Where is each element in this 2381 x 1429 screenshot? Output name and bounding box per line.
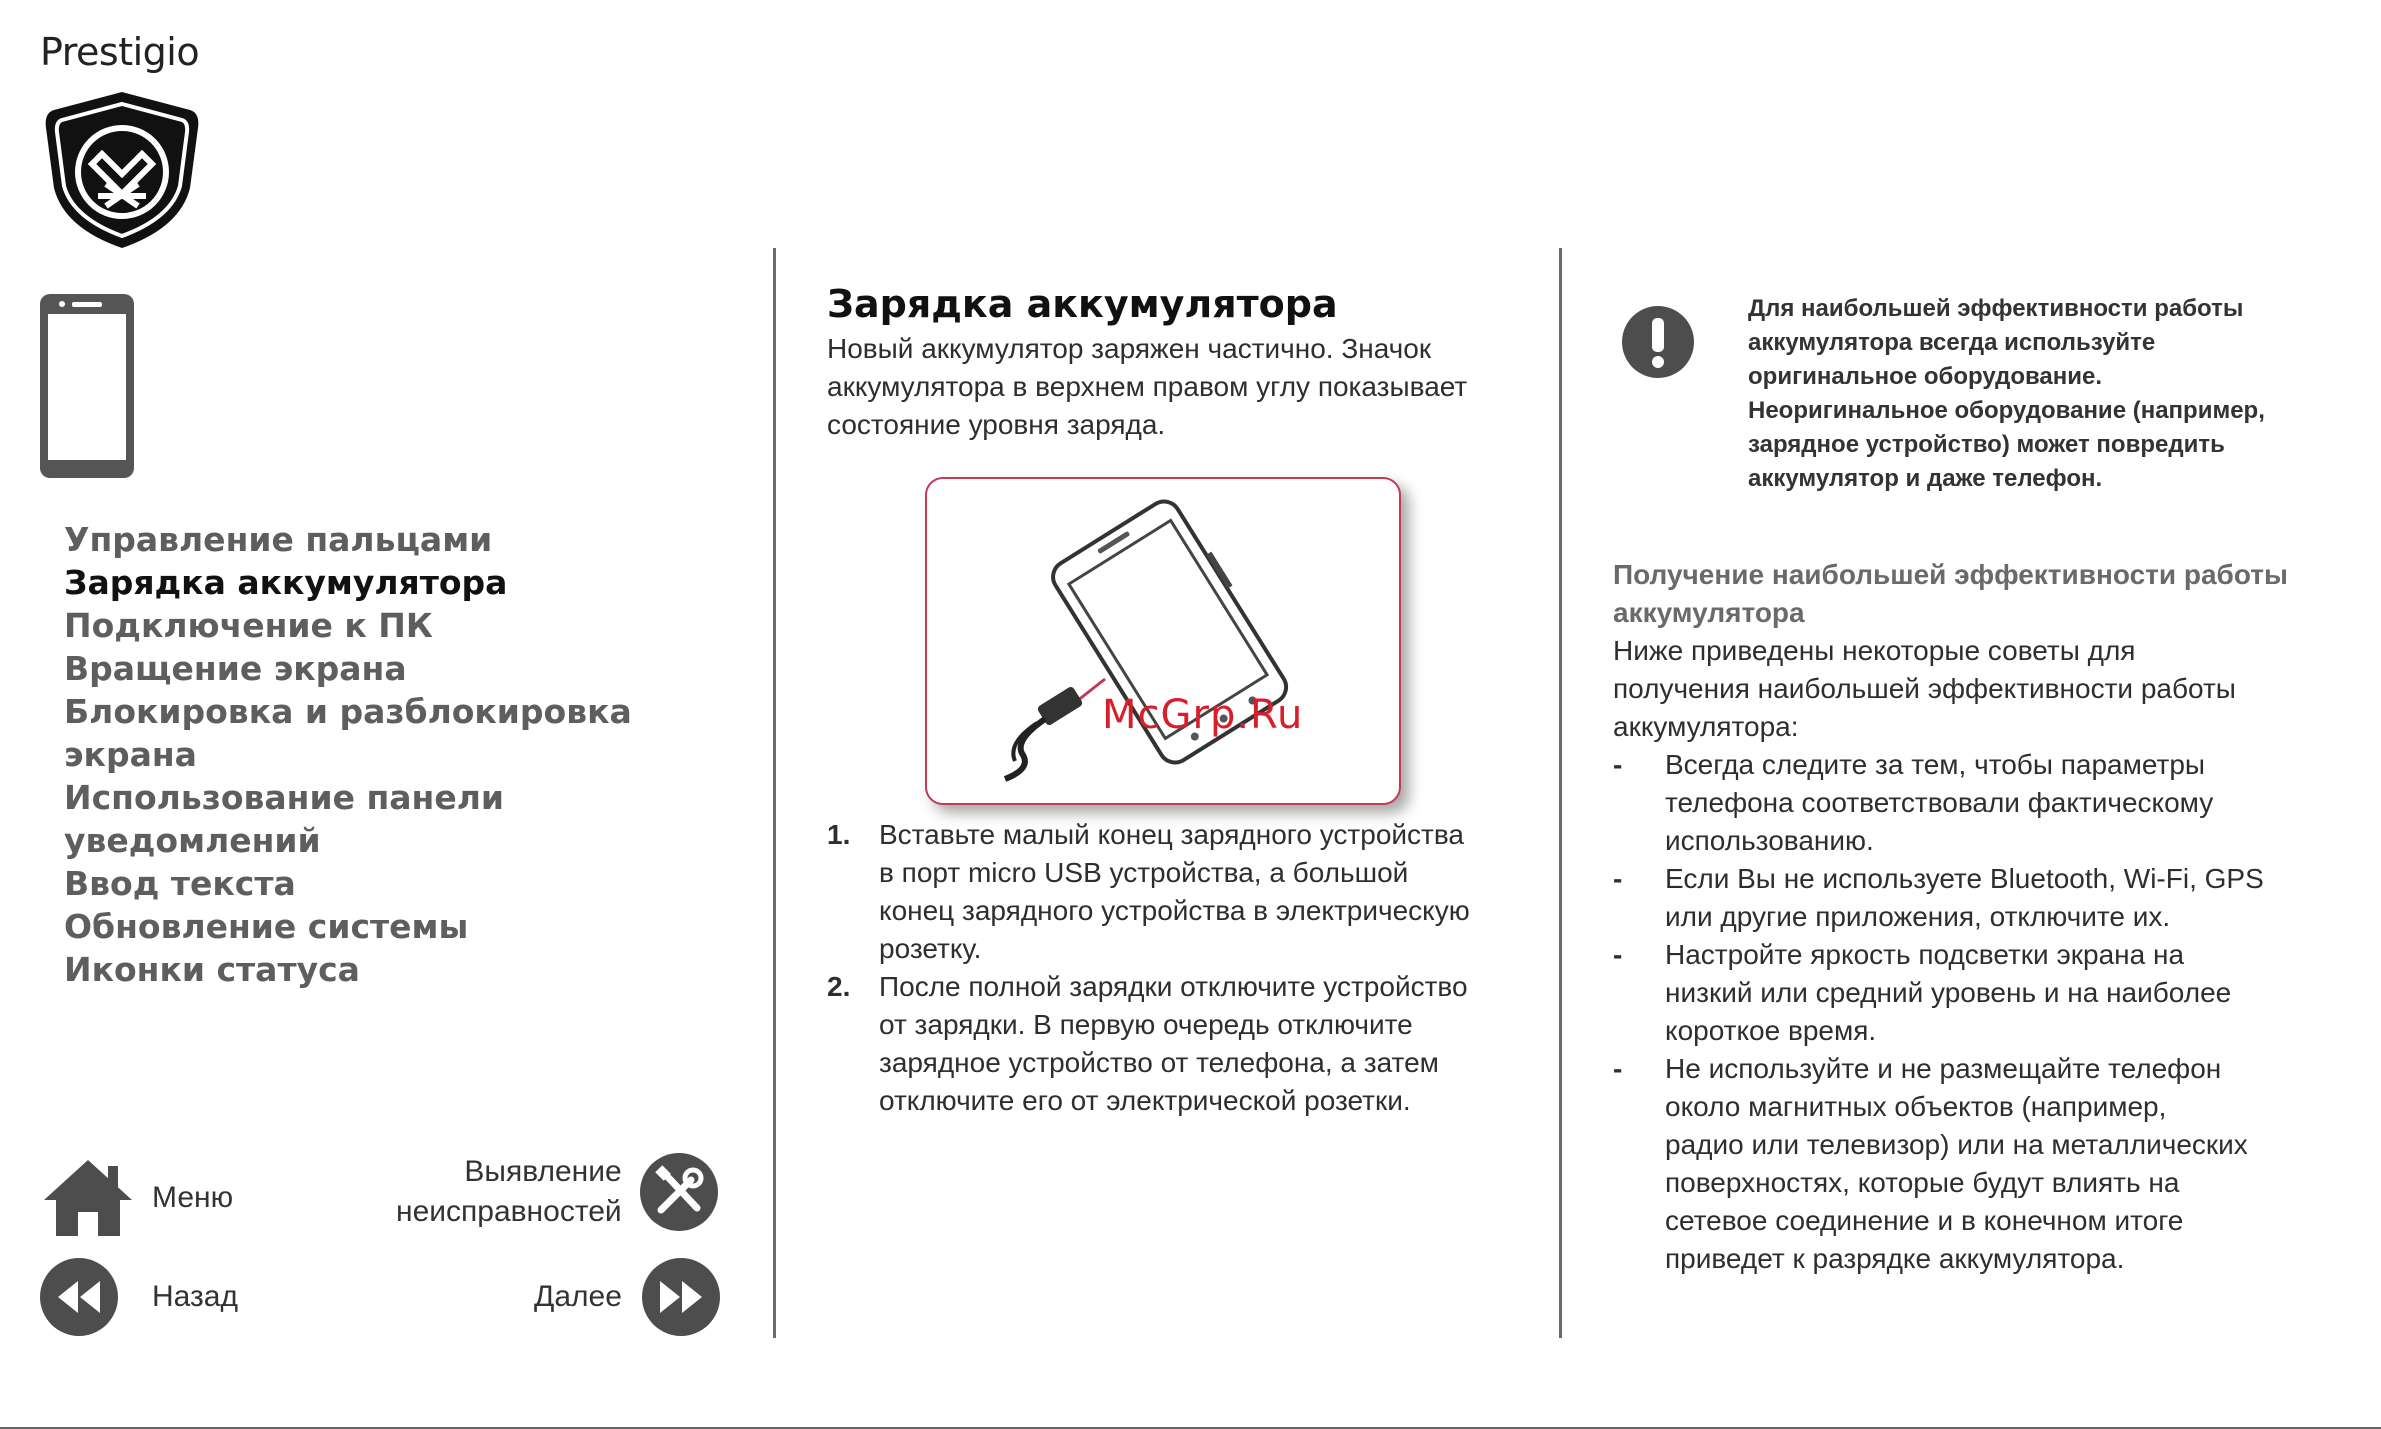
nav-item-notification-panel[interactable]: Использование панели	[64, 778, 505, 817]
tip-line: или другие приложения, отключите их.	[1665, 901, 2171, 932]
warning-line: зарядное устройство) может повредить	[1748, 431, 2225, 458]
tip-line: телефона соответствовали фактическому	[1665, 787, 2214, 818]
phone-outline-icon	[38, 292, 138, 482]
warning-line: Для наибольшей эффективности работы	[1748, 295, 2244, 322]
tip-line: радио или телевизор) или на металлических	[1665, 1129, 2248, 1160]
tip-line: Не используйте и не размещайте телефон	[1665, 1053, 2222, 1084]
lead-line: получения наибольшей эффективности работы	[1613, 673, 2236, 704]
warning-note	[1748, 292, 2348, 496]
troubleshoot-label-line1: Выявление	[464, 1155, 622, 1188]
troubleshoot-label-line2: неисправностей	[396, 1195, 622, 1228]
phone-charging-icon	[927, 479, 1399, 803]
article-intro	[827, 330, 1527, 444]
article-title: Зарядка аккумулятора	[827, 282, 1338, 326]
warning-line: аккумулятор и даже телефон.	[1748, 465, 2103, 492]
tip-line: низкий или средний уровень и на наиболее	[1665, 977, 2232, 1008]
step-line: Вставьте малый конец зарядного устройства	[879, 819, 1464, 850]
tip-line: около магнитных объектов (например,	[1665, 1091, 2167, 1122]
subhead-line: Получение наибольшей эффективности работы	[1613, 559, 2288, 590]
tip-line: Настройте яркость подсветки экрана на	[1665, 939, 2185, 970]
warning-line: оригинальное оборудование.	[1748, 363, 2103, 390]
warning-line: аккумулятора всегда используйте	[1748, 329, 2156, 356]
charging-illustration	[925, 477, 1401, 805]
step-line: в порт micro USB устройства, а большой	[879, 857, 1409, 888]
intro-line: Новый аккумулятор заряжен частично. Значок	[827, 333, 1432, 364]
step-item	[827, 968, 1527, 1120]
next-label: Далее	[534, 1280, 622, 1313]
tips-list	[1613, 746, 2353, 1278]
prestigio-shield-logo	[40, 88, 204, 252]
tip-bullet: -	[1613, 863, 1623, 894]
nav-item-pc-connection[interactable]: Подключение к ПК	[64, 606, 433, 645]
tips-lead	[1613, 632, 2353, 746]
tip-item	[1613, 860, 2353, 936]
step-line: После полной зарядки отключите устройство	[879, 971, 1468, 1002]
next-button[interactable]	[534, 1258, 720, 1336]
charging-steps	[827, 816, 1527, 1120]
tip-item	[1613, 746, 2353, 860]
step-line: конец зарядного устройства в электрическую	[879, 895, 1470, 926]
lead-line: аккумулятора:	[1613, 711, 1799, 742]
warning-line: Неоригинальное оборудование (например,	[1748, 397, 2265, 424]
tip-line: приведет к разрядке аккумулятора.	[1665, 1243, 2125, 1274]
tools-icon	[640, 1153, 718, 1231]
tip-bullet: -	[1613, 749, 1623, 780]
tip-bullet: -	[1613, 939, 1623, 970]
home-icon	[40, 1156, 136, 1240]
back-button[interactable]	[40, 1258, 238, 1336]
exclamation-warning-icon	[1620, 304, 1696, 380]
column-divider-left	[773, 248, 776, 1338]
tip-bullet: -	[1613, 1053, 1623, 1084]
column-divider-right	[1559, 248, 1562, 1338]
troubleshoot-button[interactable]	[396, 1152, 718, 1232]
step-line: отключите его от электрической розетки.	[879, 1085, 1411, 1116]
nav-item-system-update[interactable]: Обновление системы	[64, 907, 469, 946]
step-number: 1.	[827, 819, 851, 850]
step-line: зарядное устройство от телефона, а затем	[879, 1047, 1439, 1078]
back-label: Назад	[152, 1280, 238, 1313]
intro-line: аккумулятора в верхнем правом углу показывает	[827, 371, 1468, 402]
nav-item-status-icons[interactable]: Иконки статуса	[64, 950, 360, 989]
step-number: 2.	[827, 971, 851, 1002]
tip-line: сетевое соединение и в конечном итоге	[1665, 1205, 2184, 1236]
chapter-navigation	[64, 518, 764, 991]
tip-line: Всегда следите за тем, чтобы параметры	[1665, 749, 2206, 780]
intro-line: состояние уровня заряда.	[827, 409, 1166, 440]
tips-subheading	[1613, 556, 2353, 632]
tip-item	[1613, 936, 2353, 1050]
nav-item-text-input[interactable]: Ввод текста	[64, 864, 296, 903]
tip-line: поверхностях, которые будут влиять на	[1665, 1167, 2180, 1198]
nav-item-screen-lock[interactable]: Блокировка и разблокировка экрана	[64, 692, 632, 774]
menu-button[interactable]	[40, 1156, 233, 1240]
subhead-line: аккумулятора	[1613, 597, 1805, 628]
step-line: от зарядки. В первую очередь отключите	[879, 1009, 1413, 1040]
nav-item-battery-charging[interactable]: Зарядка аккумулятора	[64, 563, 508, 602]
nav-item-finger-control[interactable]: Управление пальцами	[64, 520, 493, 559]
tip-line: короткое время.	[1665, 1015, 1877, 1046]
brand-logo-text: Prestigio	[40, 30, 200, 74]
nav-item-screen-rotation[interactable]: Вращение экрана	[64, 649, 407, 688]
lead-line: Ниже приведены некоторые советы для	[1613, 635, 2136, 666]
menu-label: Меню	[152, 1181, 234, 1214]
tip-item	[1613, 1050, 2353, 1278]
tip-line: использованию.	[1665, 825, 1874, 856]
watermark-text: McGrp.Ru	[1102, 692, 1304, 738]
tip-line: Если Вы не используете Bluetooth, Wi-Fi, GPS	[1665, 863, 2264, 894]
rewind-icon	[40, 1258, 118, 1336]
fast-forward-icon	[642, 1258, 720, 1336]
step-item	[827, 816, 1527, 968]
step-line: розетку.	[879, 933, 982, 964]
nav-item-notification-panel-cont[interactable]: уведомлений	[64, 821, 321, 860]
